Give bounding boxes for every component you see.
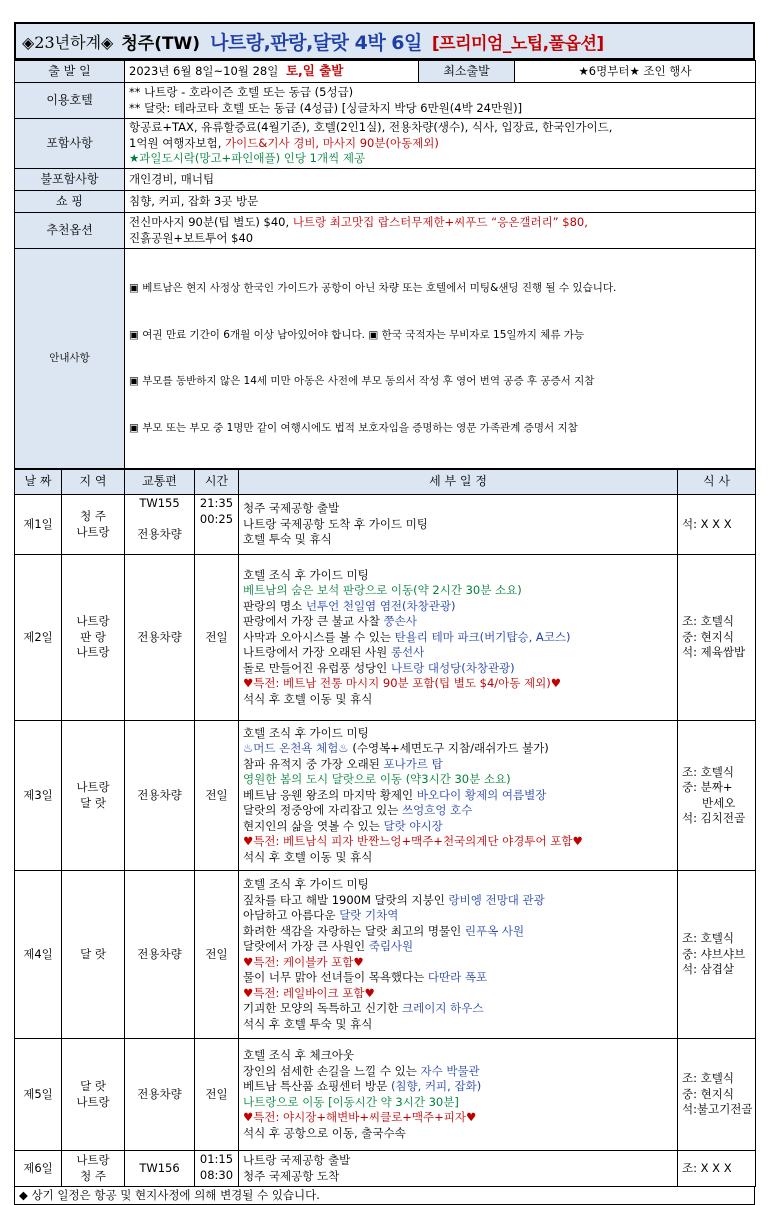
transport-cell — [125, 555, 195, 721]
include-value — [125, 119, 756, 169]
itinerary-line — [243, 1169, 673, 1185]
special-benefit: ♥특전: 레일바이크 포함♥ — [243, 985, 375, 1000]
itinerary-text: 아담하고 아름다운 — [243, 908, 340, 922]
meal-item: 석: 삼겹살 — [682, 962, 734, 977]
shopping-label: 쇼 핑 — [15, 191, 125, 213]
meal-item: 중: 분짜+ — [682, 780, 733, 794]
hotel-line: ** 달랏: 테라코타 호텔 또는 동급 (4성급) [싱글차지 박당 6만원(4박 24만원)] — [129, 100, 523, 115]
region-name: 판 랑 — [80, 629, 106, 644]
itinerary-line — [243, 955, 673, 971]
schedule-table — [14, 469, 756, 1187]
itinerary-text: 돌로 만들어진 유럽풍 성당인 — [243, 660, 391, 675]
attraction-name: 나트랑 대성당(차창관광) — [390, 660, 515, 675]
itinerary-text: 석식 후 공항으로 이동, 출국수속 — [243, 1125, 406, 1140]
schedule-row — [15, 871, 756, 1039]
itinerary-text: 나트랑 국제공항 출발 — [243, 1153, 351, 1167]
itinerary-text: 판랑에서 가장 큰 불교 사찰 — [243, 614, 384, 629]
itinerary-line — [243, 1001, 673, 1017]
transport-item: TW156 — [139, 1160, 180, 1175]
attraction-name: ♨머드 온천욕 체험♨ — [243, 741, 349, 756]
min-departure-label: 최소출발 — [419, 61, 515, 83]
details-cell — [239, 721, 678, 871]
meal-item: 석: 제육쌈밥 — [682, 645, 746, 660]
meal-item: 석:불고기전골 — [682, 1102, 753, 1117]
itinerary-line — [243, 850, 673, 866]
transport-item — [129, 512, 190, 528]
min-departure-value: ★6명부터★ 조인 행사 — [515, 61, 756, 83]
itinerary-line — [243, 970, 673, 986]
col-header-date: 날 짜 — [15, 470, 62, 495]
itinerary-line — [243, 532, 673, 548]
itinerary-text: 나트랑에서 가장 오래된 사원 — [243, 645, 391, 660]
region-name: 나트랑 — [76, 780, 110, 794]
itinerary-line — [243, 1095, 673, 1111]
time-value: 00:25 — [199, 511, 234, 526]
region-cell — [62, 721, 125, 871]
itinerary-text: 청주 국제공항 도착 — [243, 1168, 340, 1183]
col-header-details: 세 부 일 정 — [239, 470, 678, 495]
itinerary-line — [243, 517, 673, 533]
itinerary-text: 베트남 특산품 쇼핑센터 방문 — [243, 1079, 391, 1093]
attraction-name: 달랏 기차역 — [339, 908, 399, 922]
itinerary-text: 베트남 응웬 왕조의 마지막 황제인 — [243, 787, 417, 802]
details-cell — [239, 871, 678, 1039]
include-fees: 가이드&기사 경비, 마사지 90분(아동제외) — [225, 135, 439, 150]
itinerary-line — [243, 1048, 673, 1064]
schedule-row — [15, 495, 756, 555]
itinerary-text: 석식 후 호텔 이동 및 휴식 — [243, 849, 373, 864]
time-cell — [195, 1151, 239, 1187]
time-cell — [195, 871, 239, 1039]
itinerary-text: 호텔 투숙 및 휴식 — [243, 532, 332, 547]
time-value: 21:35 — [199, 496, 234, 510]
time-cell — [195, 721, 239, 871]
attraction-name: 넌투언 천일염 염전(차창관광) — [305, 598, 456, 613]
col-header-time: 시간 — [195, 470, 239, 495]
itinerary-line — [243, 599, 673, 615]
transport-item: 전용차량 — [137, 946, 182, 961]
details-cell — [239, 555, 678, 721]
meals-cell — [678, 871, 756, 1039]
transport-item: TW155 — [139, 496, 180, 510]
col-header-transport: 교통편 — [125, 470, 195, 495]
notice-line: ▣ 베트남은 현지 사정상 한국인 가이드가 공항이 아닌 차량 또는 호텔에서 미팅&샌딩 진행 될 수 있습니다. — [129, 282, 617, 294]
itinerary-text: 호텔 조식 후 가이드 미팅 — [243, 725, 369, 740]
meal-item: 조: 호텔식 — [682, 1071, 734, 1086]
transport-item: 전용차량 — [137, 1086, 182, 1101]
meal-item: 조: 호텔식 — [682, 931, 734, 946]
itinerary-line — [243, 893, 673, 909]
itinerary-text: 나트랑 국제공항 도착 후 가이드 미팅 — [243, 516, 428, 531]
itinerary-text: 판랑의 명소 — [243, 598, 306, 613]
transfer-note: 베트남의 숨은 보석 판랑으로 이동(약 2시간 30분 소요) — [243, 583, 522, 598]
itinerary-text: 달랏의 정중앙에 자리잡고 있는 — [243, 803, 403, 818]
day-label: 제6일 — [15, 1151, 62, 1187]
itinerary-text: 달랏에서 가장 큰 사원인 — [243, 939, 369, 953]
time-value: 전일 — [205, 629, 228, 644]
meals-cell — [678, 1039, 756, 1151]
region-cell — [62, 871, 125, 1039]
itinerary-line — [243, 741, 673, 757]
itinerary-line — [243, 661, 673, 677]
attraction-name: (침향, 커피, 잡화) — [390, 1079, 482, 1093]
attraction-name: 쭝손사 — [383, 614, 417, 629]
region-name: 청 주 — [80, 509, 106, 523]
itinerary-line — [243, 583, 673, 599]
itinerary-text: 호텔 조식 후 가이드 미팅 — [243, 567, 369, 582]
time-cell — [195, 555, 239, 721]
itinerary-text: 참파 유적지 중 가장 오래된 — [243, 756, 384, 771]
transport-cell — [125, 495, 195, 555]
itinerary-line — [243, 1110, 673, 1126]
meals-cell — [678, 721, 756, 871]
schedule-row — [15, 1151, 756, 1187]
itinerary-text: 기괴한 모양의 독특하고 신기한 — [243, 1001, 403, 1015]
itinerary-text: 호텔 조식 후 체크아웃 — [243, 1048, 354, 1062]
day-label: 제2일 — [15, 555, 62, 721]
hotel-value — [125, 83, 756, 119]
day-label: 제5일 — [15, 1039, 62, 1151]
product-grade: [프리미엄_노팁,풀옵션] — [431, 33, 604, 54]
region-name: 달 랏 — [80, 946, 106, 961]
itinerary-line — [243, 1017, 673, 1033]
itinerary-line — [243, 877, 673, 893]
special-benefit: ♥특전: 베트남 전통 마시지 90분 포함(팁 별도 $4/아동 제외)♥ — [243, 676, 562, 691]
itinerary-line — [243, 1153, 673, 1169]
itinerary-text: 석식 후 호텔 투숙 및 휴식 — [243, 1016, 373, 1031]
attraction-name: 탄욜리 테마 파크(버기탑승, A코스) — [394, 629, 571, 644]
attraction-name: 크레이지 하우스 — [402, 1001, 484, 1015]
attraction-name: 린푸옥 사원 — [464, 923, 525, 938]
shopping-value: 침향, 커피, 잡화 3곳 방문 — [125, 191, 756, 213]
attraction-name: 바오다이 황제의 여름별장 — [416, 787, 547, 802]
option-label: 추천옵션 — [15, 213, 125, 249]
notice-line: ▣ 부모 또는 부모 중 1명만 같이 여행시에도 법적 보호자임을 증명하는 영문 가족관계 증명서 지참 — [129, 421, 578, 434]
departure-city: 청주(TW) — [121, 33, 201, 54]
itinerary-text: (수영복+세면도구 지참/래쉬가드 불가) — [348, 741, 549, 756]
col-header-region: 지 역 — [62, 470, 125, 495]
itinerary-line — [243, 614, 673, 630]
region-name: 나트랑 — [76, 645, 110, 660]
time-value: 01:15 — [199, 1152, 234, 1166]
region-name: 나트랑 — [76, 614, 110, 629]
notice-label: 안내사항 — [15, 249, 125, 469]
meal-item: 조: X X X — [682, 1160, 732, 1175]
details-cell — [239, 1039, 678, 1151]
meals-cell — [678, 555, 756, 721]
itinerary-line — [243, 819, 673, 835]
transport-item: 전용차량 — [137, 787, 182, 802]
transport-cell — [125, 1151, 195, 1187]
region-cell — [62, 1151, 125, 1187]
exclude-value: 개인경비, 매너팁 — [125, 169, 756, 191]
itinerary-text: 호텔 조식 후 가이드 미팅 — [243, 877, 369, 891]
schedule-row — [15, 1039, 756, 1151]
itinerary-line — [243, 834, 673, 850]
departure-label: 출 발 일 — [15, 61, 125, 83]
schedule-row — [15, 721, 756, 871]
itinerary-line — [243, 757, 673, 773]
time-cell — [195, 1039, 239, 1151]
meal-item: 반세오 — [702, 795, 736, 810]
attraction-name: 다딴라 폭포 — [427, 970, 488, 984]
meal-item: 조: 호텔식 — [682, 614, 734, 629]
time-value: 전일 — [205, 946, 228, 961]
hotel-line: ** 나트랑 - 호라이즌 호텔 또는 동급 (5성급) — [129, 85, 354, 99]
itinerary-text: 현지인의 삶을 엿볼 수 있는 — [243, 818, 384, 833]
include-insurance: 1억원 여행자보험, — [129, 135, 226, 150]
departure-weekdays: 토,일 출발 — [285, 63, 344, 79]
meal-item: 석: X X X — [682, 516, 732, 531]
itinerary-line — [243, 1079, 673, 1095]
itinerary-line — [243, 939, 673, 955]
transfer-note: 영원한 봄의 도시 달랏으로 이동 (약3시간 30분 소요) — [243, 772, 511, 787]
notice-line: ▣ 여권 만료 기간이 6개월 이상 남아있어야 합니다. ▣ 한국 국적자는 무비자로 15일까지 체류 가능 — [129, 328, 585, 341]
attraction-name: 포나가르 탑 — [383, 756, 443, 771]
itinerary-line — [243, 1064, 673, 1080]
option-line — [129, 215, 751, 231]
itinerary-line — [243, 692, 673, 708]
time-cell — [195, 495, 239, 555]
time-value: 전일 — [205, 1086, 228, 1101]
attraction-name: 랑비엥 전망대 관광 — [448, 892, 545, 907]
itinerary-line — [243, 788, 673, 804]
hotel-label: 이용호텔 — [15, 83, 125, 119]
itinerary-page — [14, 22, 755, 1205]
transport-cell — [125, 721, 195, 871]
itinerary-line — [243, 803, 673, 819]
meal-item: 석: 김치전골 — [682, 811, 746, 825]
meal-item: 중: 현지식 — [682, 629, 734, 644]
footer-note: ◆ 상기 일정은 항공 및 현지사정에 의해 변경될 수 있습니다. — [14, 1187, 755, 1205]
itinerary-line — [243, 726, 673, 742]
meal-item: 중: 샤브샤브 — [682, 946, 746, 961]
itinerary-line — [243, 908, 673, 924]
attraction-name: 죽림사원 — [368, 939, 414, 953]
itinerary-line — [243, 772, 673, 788]
option-massage: 전신마사지 90분(팁 별도) $40, — [129, 215, 293, 229]
itinerary-text: 물이 너무 맑아 선녀들이 목욕했다는 — [243, 970, 428, 984]
itinerary-text: 짚차를 타고 해발 1900M 달랏의 지붕인 — [243, 892, 449, 907]
special-benefit: ♥특전: 베트남식 피자 반짠느엉+맥주+천국의계단 야경투어 포함♥ — [243, 834, 583, 849]
details-cell — [239, 495, 678, 555]
region-cell — [62, 1039, 125, 1151]
itinerary-text: 사막과 오아시스를 볼 수 있는 — [243, 629, 395, 644]
option-mud-boat: 진흙공원+보트투어 $40 — [129, 230, 254, 245]
region-cell — [62, 555, 125, 721]
region-name: 달 랏 — [80, 795, 106, 810]
region-name: 나트랑 — [76, 1094, 110, 1109]
meals-cell — [678, 495, 756, 555]
meal-item: 중: 현지식 — [682, 1086, 734, 1101]
itinerary-text: 화려한 색감을 자랑하는 달랏 최고의 명물인 — [243, 923, 465, 938]
info-table — [14, 60, 756, 469]
itinerary-line — [243, 986, 673, 1002]
col-header-meals: 식 사 — [678, 470, 756, 495]
notice-line: ▣ 부모를 동반하지 않은 14세 미만 아동은 사전에 부모 동의서 작성 후 영어 번역 공증 후 공증서 지참 — [129, 375, 595, 387]
attraction-name: 쓰엉흐엉 호수 — [402, 803, 473, 818]
region-name: 나트랑 — [76, 1153, 110, 1167]
include-label: 포함사항 — [15, 119, 125, 169]
special-benefit: ♥특전: 케이블카 포함♥ — [243, 954, 364, 969]
season-tag: ◈23년하계◈ — [22, 32, 114, 52]
itinerary-line — [243, 924, 673, 940]
attraction-name: 롱선사 — [390, 645, 425, 660]
special-benefit: ♥특전: 야시장+해변바+씨클로+맥주+피자♥ — [243, 1110, 477, 1124]
transport-cell — [125, 1039, 195, 1151]
day-label: 제4일 — [15, 871, 62, 1039]
meals-cell — [678, 1151, 756, 1187]
include-line — [129, 136, 751, 152]
itinerary-line — [243, 568, 673, 584]
itinerary-text: 석식 후 호텔 이동 및 휴식 — [243, 691, 373, 706]
transport-item: 전용차량 — [137, 527, 182, 541]
attraction-name: 자수 박물관 — [420, 1063, 480, 1078]
region-name: 나트랑 — [76, 524, 110, 539]
option-value — [125, 213, 756, 249]
attraction-name: 달랏 야시장 — [383, 818, 443, 833]
region-name: 달 랏 — [80, 1079, 106, 1093]
itinerary-text: 장인의 섬세한 손길을 느낄 수 있는 — [243, 1063, 421, 1078]
itinerary-line — [243, 1126, 673, 1142]
time-value: 전일 — [205, 787, 228, 802]
itinerary-line — [243, 676, 673, 692]
region-cell — [62, 495, 125, 555]
exclude-label: 불포함사항 — [15, 169, 125, 191]
notice-value — [125, 249, 756, 469]
itinerary-line — [243, 630, 673, 646]
transport-cell — [125, 871, 195, 1039]
day-label: 제1일 — [15, 495, 62, 555]
option-seafood: 나트랑 최고맛집 랍스터무제한+씨푸드 “응온갤러리” $80, — [292, 215, 588, 229]
include-line: 항공료+TAX, 유류할증료(4월기준), 호텔(2인1실), 전용차량(생수), 식사, 입장료, 한국인가이드, — [129, 120, 613, 135]
time-value: 08:30 — [199, 1167, 234, 1182]
transfer-note: 나트랑으로 이동 [이동시간 약 3시간 30분] — [243, 1094, 459, 1109]
title-banner — [14, 22, 755, 60]
transport-item: 전용차량 — [137, 629, 182, 644]
include-fruit-box: ★과일도시락(망고+파인애플) 인당 1개씩 제공 — [129, 151, 366, 166]
departure-dates — [125, 61, 419, 83]
schedule-row — [15, 555, 756, 721]
departure-date-range: 2023년 6월 8일~10월 28일 — [129, 64, 279, 79]
itinerary-line — [243, 645, 673, 661]
details-cell — [239, 1151, 678, 1187]
route-title: 나트랑,판랑,달랏 4박 6일 — [210, 31, 422, 54]
meal-item: 조: 호텔식 — [682, 764, 734, 779]
day-label: 제3일 — [15, 721, 62, 871]
itinerary-text: 청주 국제공항 출발 — [243, 501, 340, 516]
region-name: 청 주 — [80, 1168, 106, 1183]
itinerary-line — [243, 501, 673, 517]
